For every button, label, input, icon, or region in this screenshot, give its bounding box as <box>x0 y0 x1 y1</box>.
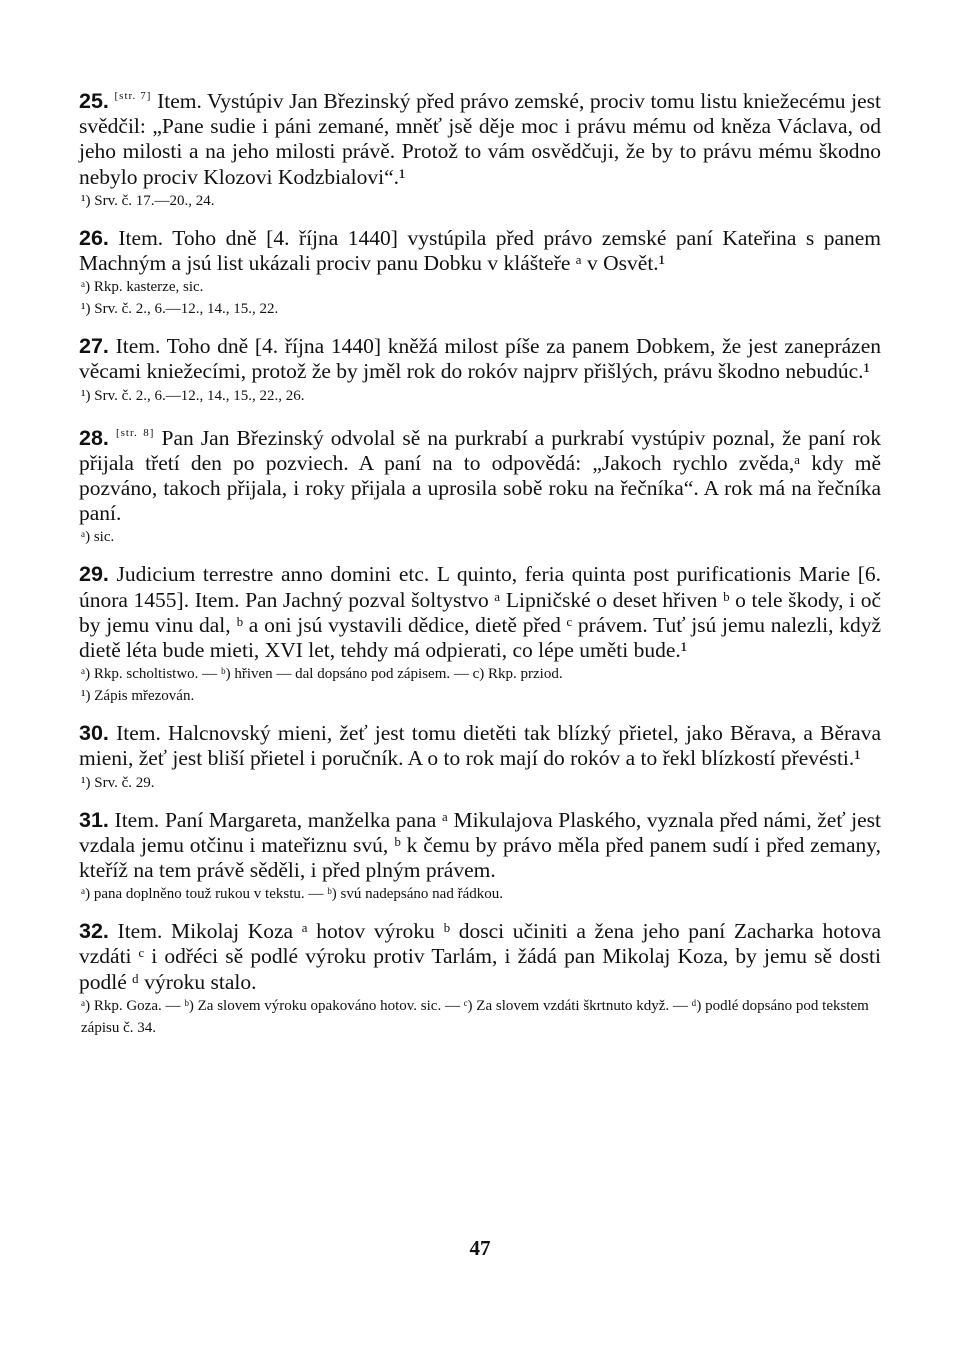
footnote: ¹) Srv. č. 2., 6.—12., 14., 15., 22., 26. <box>81 387 305 404</box>
footnote: ¹) Srv. č. 17.—20., 24. <box>81 192 215 209</box>
entry-31 <box>79 808 881 906</box>
entry-32 <box>79 919 881 1039</box>
footnote: ᵃ) sic. <box>81 529 115 546</box>
entry-text: Judicium terrestre anno domini etc. L quinto, feria quinta post purificationis Marie [6. února 1455]. Item. Pan Jachný pozval šoltystvo ᵃ Lipničské o deset hřiven ᵇ o tele škody, i oč by jemu vinu dal, ᵇ a oni jsú vystavili dědice, dietě před ᶜ právem. Tuť jsú jemu nalezli, když dietě léta bude mieti, XVI let, tehdy má odpierati, co lépe uměti bude.¹ <box>79 562 881 663</box>
entry-paragraph <box>79 919 881 995</box>
document-body <box>79 84 881 1053</box>
page-reference: [str. 7] <box>114 90 152 102</box>
footnote: ¹) Srv. č. 29. <box>81 774 155 791</box>
entry-29 <box>79 562 881 707</box>
entry-number: 25. <box>79 89 109 113</box>
entry-paragraph <box>79 721 881 771</box>
entry-number: 31. <box>79 807 109 832</box>
page-number: 47 <box>469 1236 491 1260</box>
entry-text: Pan Jan Březinský odvolal sě na purkrabí a purkrabí vystúpiv poznal, že paní rok přijala třetí den po pozviech. A paní na to odpovědá: „Jakoch rychlo zvěda,ᵃ kdy mě pozváno, takoch přijala, i roky přijala a uprosila sobě roku na řečníka“. A rok má na řečníka paní. <box>79 425 881 526</box>
entry-25 <box>79 84 881 212</box>
entry-30 <box>79 721 881 793</box>
footnote: ᵃ) Rkp. kasterze, sic. <box>81 279 204 296</box>
entry-paragraph <box>79 334 881 384</box>
entry-text: Item. Halcnovský mieni, žeť jest tomu dietěti tak blízký přietel, jako Běrava, a Běrava mieni, žeť jest bliší přietel i poručník. A o to rok mají do rokóv a to řekl blízkostí převésti.¹ <box>79 721 882 771</box>
entry-paragraph <box>79 226 881 276</box>
entry-number: 26. <box>79 225 109 250</box>
entry-paragraph <box>79 421 881 527</box>
entry-paragraph <box>79 562 881 663</box>
entry-paragraph <box>79 84 881 190</box>
entry-text: Item. Mikolaj Koza ᵃ hotov výroku ᵇ dosci učiniti a žena jeho paní Zacharka hotova vzdáti ᶜ i odřéci sě podlé výroku protiv Tarlám, i žádá pan Mikolaj Koza, by jemu sě dosti podlé ᵈ výroku stalo. <box>79 919 882 994</box>
entry-number: 32. <box>79 919 109 944</box>
footnote: ᵃ) Rkp. Goza. — ᵇ) Za slovem výroku opakováno hotov. sic. — ᶜ) Za slovem vzdáti škrtnuto když. — ᵈ) podlé dopsáno pod tekstem zápisu č. 34. <box>81 997 869 1036</box>
entry-text: Item. Vystúpiv Jan Březinský před právo zemské, prociv tomu listu kniežecému jest svědčil: „Pane sudie i páni zemané, mněť jsě děje moc i právu mému od kněza Václava, od jeho milosti a na jeho milosti právě. Protož to vám osvědčuji, že by to právu mému škodno nebylo prociv Klozovi Kodzbialovi“.¹ <box>79 89 882 189</box>
entry-number: 30. <box>79 721 109 746</box>
footnote: ᵃ) Rkp. scholtistwo. — ᵇ) hřiven — dal dopsáno pod zápisem. — c) Rkp. prziod. <box>81 666 563 683</box>
entry-text: Item. Toho dně [4. října 1440] vystúpila před právo zemské paní Kateřina s panem Machným a jsú list ukázali prociv panu Dobku v klášteře ᵃ v Osvět.¹ <box>79 225 882 276</box>
entry-number: 29. <box>79 562 109 587</box>
footnote: ¹) Srv. č. 2., 6.—12., 14., 15., 22. <box>81 301 279 318</box>
footnote: ᵃ) pana doplněno touž rukou v tekstu. — ᵇ) svú nadepsáno nad řádkou. <box>81 886 503 903</box>
page-reference: [str. 8] <box>115 426 155 439</box>
footnote: ¹) Zápis mřezován. <box>81 688 195 705</box>
entry-paragraph <box>79 808 881 884</box>
entry-text: Item. Paní Margareta, manželka pana ᵃ Mikulajova Plaského, vyznala před námi, žeť jest vzdala jemu otčinu i mateřiznu svú, ᵇ k čemu by právo měla před panem sudí i před zemany, kteříž na tem právě sěděli, i před plným právem. <box>79 807 881 883</box>
entry-number: 28. <box>79 425 109 450</box>
entry-26 <box>79 226 881 320</box>
entry-number: 27. <box>79 334 109 359</box>
entry-text: Item. Toho dně [4. října 1440] kněžá milost píše za panem Dobkem, že jest zaneprázen věcami kniežecími, protož že by jměl rok do rokóv najprv přišlých, právu škodno nebudúc.¹ <box>79 334 881 384</box>
entry-27 <box>79 334 881 406</box>
entry-28 <box>79 421 881 549</box>
